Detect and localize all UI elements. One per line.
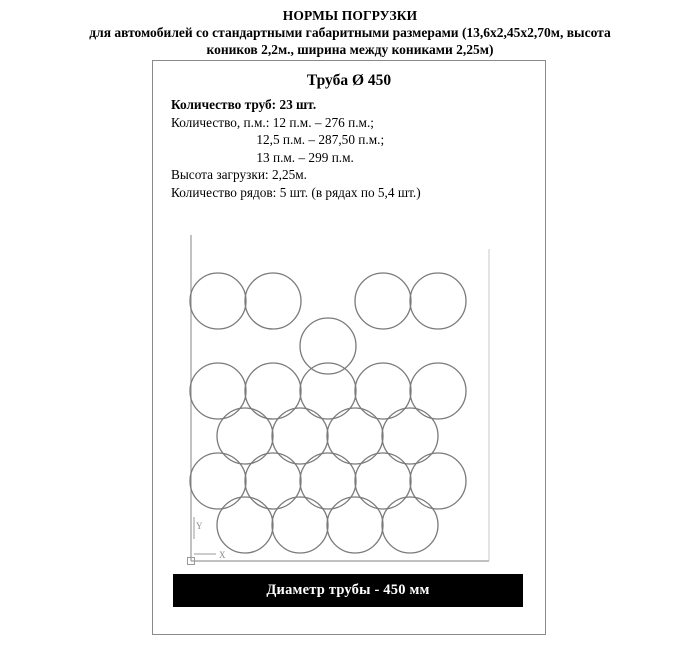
pipe-circle — [300, 318, 356, 374]
pipe-circles-group — [190, 273, 466, 553]
spec-quantity-row-2-line — [171, 149, 545, 167]
pipe-circle — [190, 363, 246, 419]
pipe-circle — [327, 497, 383, 553]
pipe-circle — [355, 453, 411, 509]
spec-quantity-row-1-line — [171, 131, 545, 149]
pipe-circle — [245, 453, 301, 509]
pipe-circle — [272, 408, 328, 464]
pipe-circle — [410, 363, 466, 419]
pipe-layout-svg — [153, 229, 545, 584]
pipe-circle — [245, 363, 301, 419]
pipe-circle — [382, 497, 438, 553]
spec-list — [153, 96, 545, 201]
pipe-circle — [300, 453, 356, 509]
document-header — [0, 0, 700, 58]
pipe-circle — [190, 453, 246, 509]
pipe-circle — [410, 453, 466, 509]
pipe-circle — [190, 273, 246, 329]
pipe-circle — [245, 273, 301, 329]
document-subtitle-line2: коников 2,2м., ширина между кониками 2,25м) — [206, 42, 494, 57]
document-subtitle-line1: для автомобилей со стандартными габаритными размерами (13,6х2,45х2,70м, высота — [89, 25, 611, 40]
spec-quantity-row-1: 12,5 п.м. – 287,50 п.м.; — [256, 132, 385, 147]
spec-height — [171, 166, 545, 184]
pipe-circle — [300, 363, 356, 419]
pipe-circle — [355, 273, 411, 329]
pipe-circle — [217, 497, 273, 553]
document-title: НОРМЫ ПОГРУЗКИ — [282, 8, 418, 23]
pipe-circle — [217, 408, 273, 464]
spec-rows — [171, 184, 545, 202]
pipe-circle — [272, 497, 328, 553]
loading-scheme-drawing — [153, 229, 545, 584]
diameter-banner-label: Диаметр трубы - 450 мм — [266, 582, 430, 598]
diameter-banner — [173, 574, 523, 607]
pipe-circle — [355, 363, 411, 419]
pipe-circle — [327, 408, 383, 464]
spec-quantity — [171, 114, 545, 132]
pipe-circle — [382, 408, 438, 464]
spec-panel — [152, 60, 546, 635]
spec-height-value: 2,25м. — [271, 167, 307, 182]
spec-count-label: Количество труб: — [171, 97, 277, 112]
spec-rows-value: 5 шт. (в рядах по 5,4 шт.) — [279, 184, 421, 200]
spec-rows-label: Количество рядов: — [171, 184, 277, 200]
spec-height-label: Высота загрузки: — [171, 167, 269, 182]
axis-label-y: Y — [196, 521, 203, 531]
spec-count-value: 23 шт. — [279, 97, 317, 112]
spec-quantity-row-2: 13 п.м. – 299 п.м. — [256, 149, 354, 165]
spec-count — [171, 96, 545, 114]
spec-quantity-row-0: 12 п.м. – 276 п.м.; — [272, 114, 374, 130]
spec-quantity-label: Количество, п.м.: — [171, 114, 270, 130]
pipe-circle — [410, 273, 466, 329]
pipe-title: Труба Ø 450 — [306, 72, 392, 89]
axis-label-x: X — [219, 550, 226, 560]
